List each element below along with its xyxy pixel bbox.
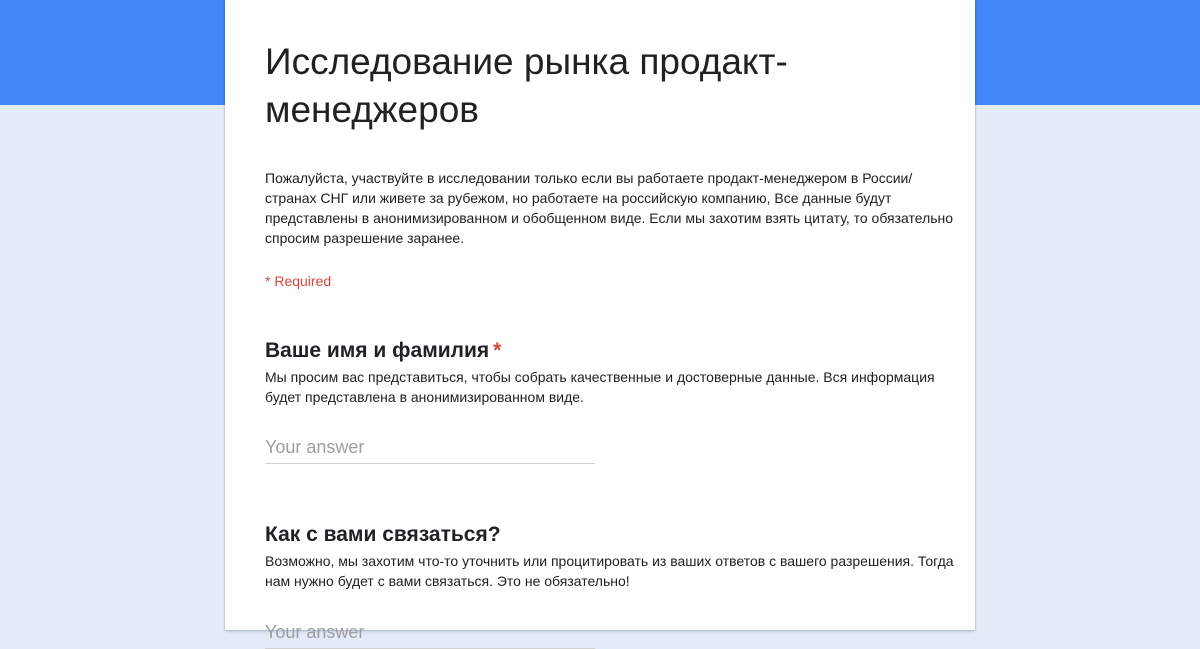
- form-description: Пожалуйста, участвуйте в исследовании только если вы работаете продакт-менеджером в России/странах СНГ или живете за рубежом, но работаете на российскую компанию, Все данные будут представлены в анонимизированном и обобщенном виде. Если мы захотим взять цитату, то обязательно спросим разрешение заранее.: [265, 170, 954, 246]
- form-card: [225, 0, 975, 630]
- required-note: * Required: [265, 273, 332, 289]
- question-contact: [265, 521, 955, 591]
- question-help-text: Мы просим вас представиться, чтобы собрать качественные и достоверные данные. Вся информация будет представлена в анонимизированном виде.: [265, 369, 935, 405]
- question-title: [265, 337, 955, 365]
- question-title-text: Ваше имя и фамилия: [265, 339, 490, 362]
- contact-answer-input[interactable]: [265, 620, 595, 649]
- question-name: [265, 337, 955, 407]
- form-title: Исследование рынка продакт-менеджеров: [265, 41, 788, 130]
- question-help-text: Возможно, мы захотим что-то уточнить или процитировать из ваших ответов с вашего разрешения. Тогда нам нужно будет с вами связаться. Это не обязательно!: [265, 553, 954, 589]
- question-title: Как с вами связаться?: [265, 523, 501, 546]
- name-answer-input[interactable]: [265, 435, 595, 464]
- required-asterisk: *: [493, 339, 502, 362]
